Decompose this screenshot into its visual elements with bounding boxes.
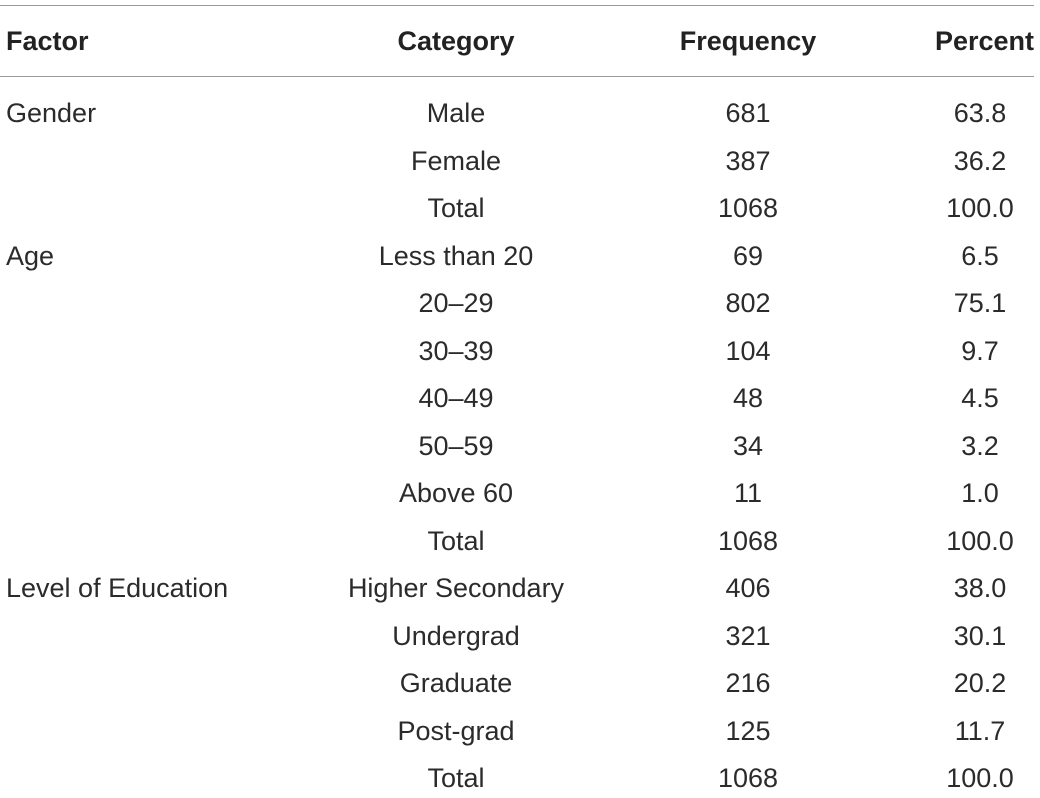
cell-category: Above 60 (398, 478, 514, 508)
cell-percent: 4.5 (961, 383, 999, 413)
cell-factor: Level of Education (6, 573, 229, 603)
cell-category: Higher Secondary (347, 573, 565, 603)
cell-percent: 38.0 (953, 573, 1007, 603)
table-row (0, 331, 1040, 371)
table-row (0, 758, 1040, 798)
header-frequency: Frequency (679, 26, 817, 56)
cell-percent: 63.8 (953, 98, 1007, 128)
cell-frequency: 34 (732, 431, 764, 461)
table-top-rule (0, 5, 1034, 6)
cell-frequency: 125 (725, 716, 771, 746)
cell-frequency: 69 (732, 241, 764, 271)
cell-percent: 100.0 (946, 526, 1014, 556)
cell-frequency: 321 (725, 621, 771, 651)
cell-percent: 36.2 (953, 146, 1007, 176)
cell-percent: 1.0 (961, 478, 999, 508)
table-row (0, 568, 1040, 608)
header-percent: Percent (934, 26, 1034, 56)
cell-frequency: 387 (725, 146, 771, 176)
table-row (0, 283, 1040, 323)
cell-frequency: 104 (725, 336, 771, 366)
cell-percent: 100.0 (946, 193, 1014, 223)
cell-category: 30–39 (418, 336, 494, 366)
cell-percent: 30.1 (953, 621, 1007, 651)
cell-frequency: 406 (725, 573, 771, 603)
cell-category: Female (410, 146, 502, 176)
cell-percent: 6.5 (961, 241, 999, 271)
cell-frequency: 1068 (717, 763, 779, 793)
table-row (0, 663, 1040, 703)
cell-factor: Age (6, 241, 55, 271)
cell-percent: 3.2 (961, 431, 999, 461)
table-row (0, 236, 1040, 276)
cell-percent: 75.1 (953, 288, 1007, 318)
cell-category: 20–29 (418, 288, 494, 318)
table-row (0, 426, 1040, 466)
cell-category: Total (427, 526, 485, 556)
cell-percent: 100.0 (946, 763, 1014, 793)
cell-category: 50–59 (418, 431, 494, 461)
cell-percent: 11.7 (954, 716, 1006, 746)
cell-frequency: 11 (733, 478, 763, 508)
cell-frequency: 216 (725, 668, 771, 698)
table-row (0, 378, 1040, 418)
cell-factor: Gender (6, 98, 97, 128)
table-row (0, 616, 1040, 656)
table-row (0, 711, 1040, 751)
table-row (0, 188, 1040, 228)
header-factor: Factor (6, 26, 89, 56)
cell-percent: 9.7 (961, 336, 999, 366)
cell-category: Less than 20 (378, 241, 534, 271)
cell-category: Total (427, 763, 485, 793)
table-row (0, 93, 1040, 133)
cell-frequency: 681 (725, 98, 771, 128)
table-row (0, 521, 1040, 561)
table-header-row (0, 21, 1040, 61)
table-row (0, 141, 1040, 181)
table-header-rule (0, 76, 1034, 77)
cell-category: 40–49 (418, 383, 494, 413)
cell-category: Post-grad (397, 716, 515, 746)
cell-frequency: 1068 (717, 193, 779, 223)
table-row (0, 473, 1040, 513)
cell-category: Total (427, 193, 485, 223)
header-category: Category (397, 26, 515, 56)
cell-percent: 20.2 (953, 668, 1007, 698)
cell-category: Male (426, 98, 486, 128)
cell-frequency: 1068 (717, 526, 779, 556)
cell-category: Undergrad (392, 621, 520, 651)
cell-frequency: 48 (732, 383, 764, 413)
cell-category: Graduate (399, 668, 513, 698)
cell-frequency: 802 (725, 288, 771, 318)
